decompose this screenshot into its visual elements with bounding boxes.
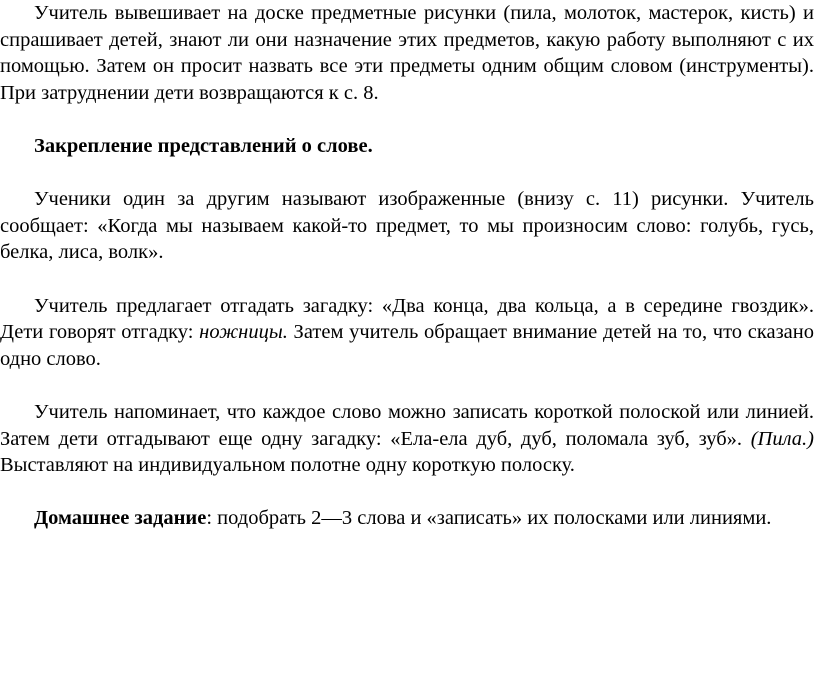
paragraph-spacer <box>0 266 814 293</box>
paragraph-students-naming: Ученики один за другим называют изображенные (внизу с. 11) рисунки. Учитель сообщает: «Когда мы называем какой-то предмет, то мы произносим слово: голубь, гусь, белка, лиса, волк». <box>0 188 814 264</box>
riddle-saw-text: Учитель напоминает, что каждое слово можно записать короткой полоской или линией. Затем дети отгадывают еще одну загадку: «Ела-ела дуб, дуб, поломала зуб, зуб». <box>0 400 814 450</box>
homework-label: Домашнее задание <box>34 507 207 530</box>
riddle-scissors-answer: ножницы. <box>199 321 288 344</box>
riddle-scissors-text: Учитель предлагает отгадать загадку: «Два конца, два кольца, а в середине гвоздик». Дети говорят отгадку: <box>0 294 814 344</box>
paragraph-teacher-pictures: Учитель вывешивает на доске предметные рисунки (пила, молоток, мастерок, кисть) и спрашивает детей, знают ли они назначение этих предметов, какую работу выполняют с их помощью. Затем он просит назвать все эти предметы одним общим словом (инструменты). При затруднении дети возвращаются к с. 8. <box>0 2 814 104</box>
paragraph-spacer <box>0 479 814 506</box>
paragraph-riddle-saw <box>0 399 814 479</box>
paragraph-homework <box>0 505 814 532</box>
riddle-saw-followup: Выставляют на индивидуальном полотне одну короткую полоску. <box>0 454 575 477</box>
section-heading: Закрепление представлений о слове. <box>34 134 373 157</box>
paragraph-riddle-scissors <box>0 293 814 373</box>
paragraph-spacer <box>0 160 814 187</box>
homework-text: : подобрать 2—3 слова и «записать» их полосками или линиями. <box>206 507 772 530</box>
paragraph-spacer <box>0 372 814 399</box>
riddle-scissors-followup: Затем учитель обращает внимание детей на то, что сказано одно слово. <box>0 321 814 370</box>
riddle-saw-answer: (Пила.) <box>750 427 814 450</box>
paragraph-spacer <box>0 106 814 133</box>
